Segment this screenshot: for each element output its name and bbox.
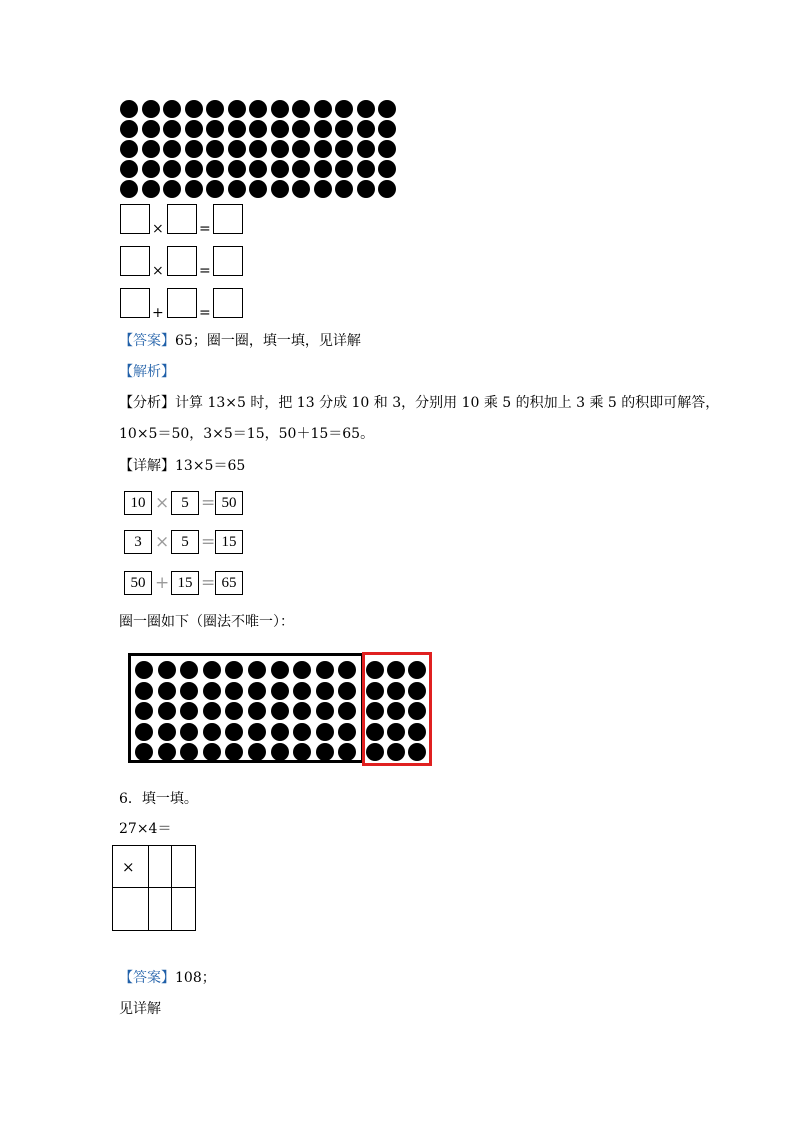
xiangjie-line <box>119 457 245 475</box>
dot <box>163 160 181 178</box>
dot <box>206 140 224 158</box>
dot <box>185 100 203 118</box>
dot <box>357 140 375 158</box>
table-cell[interactable] <box>172 888 195 930</box>
answer-line-1 <box>119 332 361 350</box>
plus-sign: + <box>155 573 170 593</box>
dot <box>408 702 426 720</box>
dot <box>248 682 266 700</box>
dot <box>387 702 405 720</box>
dot <box>142 120 160 138</box>
dot <box>366 661 384 679</box>
dot <box>335 160 353 178</box>
question-6-title: 6．填一填。 <box>119 791 198 807</box>
dot <box>366 682 384 700</box>
equals-sign: = <box>199 305 211 321</box>
number-box: 10 <box>124 491 152 515</box>
dot <box>316 723 334 741</box>
dot <box>292 120 310 138</box>
dot <box>203 743 221 761</box>
number-box: 5 <box>171 530 199 554</box>
dot <box>120 120 138 138</box>
dot <box>292 100 310 118</box>
dot <box>163 100 181 118</box>
times-sign: × <box>152 221 164 237</box>
dot <box>248 702 266 720</box>
dot <box>228 180 246 198</box>
dot <box>228 160 246 178</box>
dot <box>120 140 138 158</box>
dot <box>158 723 176 741</box>
analysis-tag: 【解析】 <box>119 364 175 380</box>
dot <box>387 682 405 700</box>
dot <box>185 180 203 198</box>
dot <box>249 160 267 178</box>
dot <box>120 100 138 118</box>
dot <box>163 180 181 198</box>
equals-sign: = <box>201 573 216 593</box>
dot <box>228 100 246 118</box>
dot <box>408 723 426 741</box>
dot <box>387 661 405 679</box>
dot <box>180 661 198 679</box>
dot <box>293 743 311 761</box>
dot <box>316 682 334 700</box>
plus-sign: + <box>152 305 164 321</box>
dot <box>271 160 289 178</box>
dot <box>120 180 138 198</box>
dot <box>314 180 332 198</box>
dot <box>387 723 405 741</box>
fenxi-line <box>119 394 719 412</box>
blank-box[interactable] <box>120 288 150 318</box>
dot <box>366 723 384 741</box>
table-cell[interactable] <box>149 888 171 930</box>
dot <box>135 702 153 720</box>
dot <box>335 120 353 138</box>
dot <box>271 682 289 700</box>
times-sign: × <box>155 532 170 552</box>
dot <box>248 743 266 761</box>
dot <box>248 723 266 741</box>
dot <box>158 682 176 700</box>
dot <box>158 661 176 679</box>
times-sign: × <box>152 263 164 279</box>
dot <box>135 723 153 741</box>
xiangjie-tag: 【详解】 <box>119 458 175 474</box>
question-6-expression: 27×4＝ <box>119 821 172 837</box>
dot-grid-10x5 <box>135 661 356 761</box>
dot <box>206 100 224 118</box>
answer-tag: 【答案】 <box>119 970 175 986</box>
dot <box>271 702 289 720</box>
dot <box>378 180 396 198</box>
number-box: 15 <box>171 571 199 595</box>
dot <box>135 682 153 700</box>
equals-sign: = <box>199 263 211 279</box>
dot <box>249 100 267 118</box>
dot-grid-13x5 <box>120 100 396 198</box>
dot <box>271 723 289 741</box>
dot <box>163 120 181 138</box>
equals-sign: = <box>201 493 216 513</box>
dot <box>249 180 267 198</box>
dot <box>206 180 224 198</box>
dot <box>292 180 310 198</box>
dot <box>203 661 221 679</box>
dot <box>378 160 396 178</box>
dot <box>357 100 375 118</box>
dot <box>378 140 396 158</box>
dot <box>366 702 384 720</box>
dot <box>142 180 160 198</box>
number-box: 65 <box>215 571 243 595</box>
dot <box>314 140 332 158</box>
xiangjie-text: 13×5＝65 <box>175 458 246 474</box>
dot <box>185 120 203 138</box>
dot <box>338 743 356 761</box>
times-sign: × <box>155 493 170 513</box>
dot <box>185 140 203 158</box>
blank-box[interactable] <box>120 246 150 276</box>
see-detail: 见详解 <box>119 1001 161 1017</box>
number-box: 5 <box>171 491 199 515</box>
dot <box>271 743 289 761</box>
dot <box>408 743 426 761</box>
blank-box[interactable] <box>167 246 197 276</box>
circle-caption: 圈一圈如下（圈法不唯一）： <box>119 614 294 630</box>
dot <box>248 661 266 679</box>
dot <box>249 120 267 138</box>
table-cell[interactable] <box>113 888 148 930</box>
blank-box[interactable] <box>167 204 197 234</box>
answer-text: 65；圈一圈，填一填，见详解 <box>175 333 361 349</box>
dot <box>357 180 375 198</box>
number-box: 50 <box>215 491 243 515</box>
dot <box>142 160 160 178</box>
dot <box>408 661 426 679</box>
multiplication-table <box>112 845 196 931</box>
dot <box>225 743 243 761</box>
dot <box>271 661 289 679</box>
dot <box>225 682 243 700</box>
dot <box>408 682 426 700</box>
equals-sign: = <box>199 221 211 237</box>
dot <box>225 702 243 720</box>
dot <box>378 100 396 118</box>
blank-box[interactable] <box>167 288 197 318</box>
dot <box>225 661 243 679</box>
table-cell[interactable] <box>149 846 171 887</box>
dot <box>120 160 138 178</box>
dot <box>142 140 160 158</box>
answer-tag: 【答案】 <box>119 333 175 349</box>
blank-box[interactable] <box>213 288 243 318</box>
dot <box>335 100 353 118</box>
dot-grid-3x5 <box>366 661 426 761</box>
fenxi-text: 计算 13×5 时，把 13 分成 10 和 3，分别用 10 乘 5 的积加上 3 乘 5 的积即可解答， <box>175 395 720 411</box>
table-cell[interactable] <box>172 846 195 887</box>
answer-line-2 <box>119 969 216 987</box>
dot <box>271 180 289 198</box>
dot <box>228 140 246 158</box>
dot <box>378 120 396 138</box>
dot <box>338 723 356 741</box>
dot <box>180 682 198 700</box>
blank-box[interactable] <box>213 246 243 276</box>
dot <box>314 120 332 138</box>
dot <box>338 702 356 720</box>
dot <box>357 120 375 138</box>
answer-text: 108； <box>175 970 216 986</box>
dot <box>338 661 356 679</box>
blank-box[interactable] <box>120 204 150 234</box>
dot <box>158 743 176 761</box>
blank-box[interactable] <box>213 204 243 234</box>
dot <box>314 100 332 118</box>
dot <box>271 100 289 118</box>
dot <box>180 743 198 761</box>
number-box: 3 <box>124 530 152 554</box>
dot <box>387 743 405 761</box>
dot <box>314 160 332 178</box>
circled-dot-grid <box>128 652 432 766</box>
dot <box>366 743 384 761</box>
number-box: 50 <box>124 571 152 595</box>
fenxi-line-2: 10×5＝50，3×5＝15，50＋15＝65。 <box>119 426 375 442</box>
dot <box>203 702 221 720</box>
number-box: 15 <box>215 530 243 554</box>
dot <box>335 140 353 158</box>
dot <box>228 120 246 138</box>
fenxi-tag: 【分析】 <box>119 395 175 411</box>
equals-sign: = <box>201 532 216 552</box>
dot <box>316 743 334 761</box>
dot <box>203 682 221 700</box>
dot <box>180 702 198 720</box>
dot <box>292 140 310 158</box>
dot <box>163 140 181 158</box>
dot <box>335 180 353 198</box>
dot <box>206 120 224 138</box>
dot <box>158 702 176 720</box>
dot <box>206 160 224 178</box>
dot <box>316 661 334 679</box>
dot <box>180 723 198 741</box>
dot <box>225 723 243 741</box>
dot <box>293 682 311 700</box>
dot <box>135 743 153 761</box>
dot <box>292 160 310 178</box>
dot <box>271 140 289 158</box>
dot <box>135 661 153 679</box>
dot <box>338 682 356 700</box>
dot <box>293 702 311 720</box>
dot <box>293 661 311 679</box>
dot <box>249 140 267 158</box>
dot <box>293 723 311 741</box>
dot <box>142 100 160 118</box>
dot <box>357 160 375 178</box>
dot <box>316 702 334 720</box>
dot <box>203 723 221 741</box>
dot <box>271 120 289 138</box>
dot <box>185 160 203 178</box>
table-times-symbol: × <box>122 858 135 876</box>
